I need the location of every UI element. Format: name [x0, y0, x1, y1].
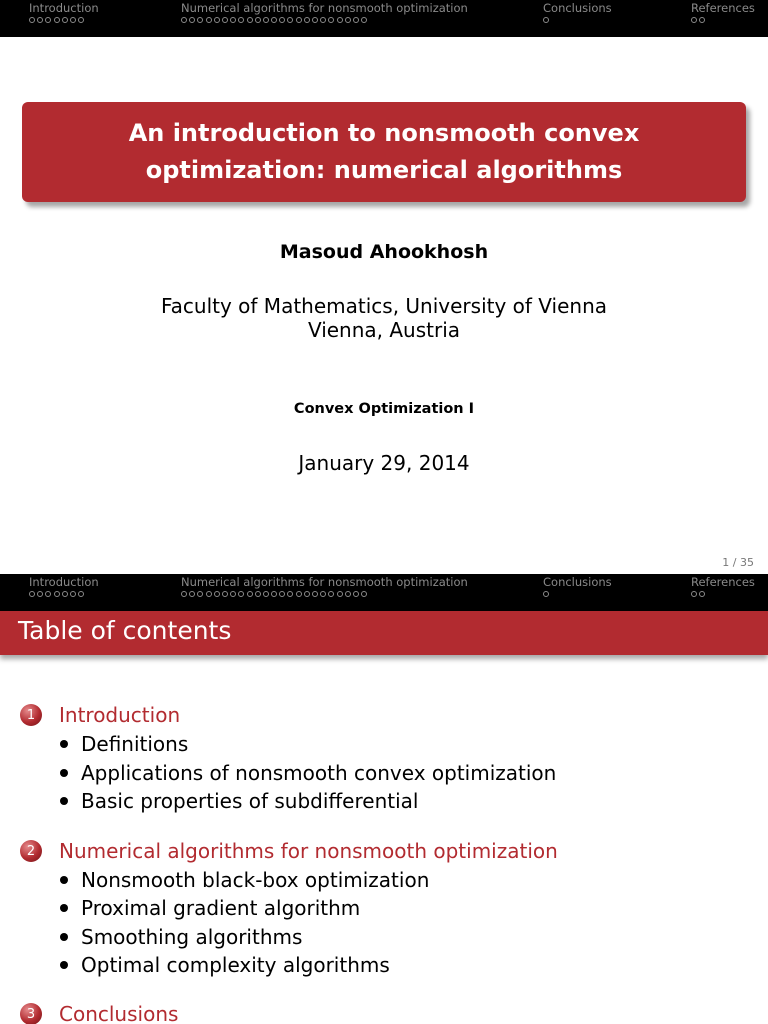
nav-dot-icon[interactable]: [312, 591, 318, 597]
nav-dot-icon[interactable]: [37, 17, 43, 23]
nav-dot-icon[interactable]: [353, 17, 359, 23]
toc-item-label[interactable]: Definitions: [81, 732, 189, 756]
page-number: 1 / 35: [722, 556, 754, 569]
nav-dot-icon[interactable]: [271, 17, 277, 23]
nav-section-conclusions[interactable]: [543, 574, 612, 597]
nav-dot-icon[interactable]: [699, 17, 705, 23]
toc-section-title[interactable]: Conclusions: [59, 1002, 179, 1024]
nav-dot-icon[interactable]: [691, 591, 697, 597]
nav-dot-icon[interactable]: [304, 591, 310, 597]
nav-dot-icon[interactable]: [70, 17, 76, 23]
nav-dot-icon[interactable]: [296, 17, 302, 23]
toc-item[interactable]: [60, 789, 418, 813]
frame-title-bar: [0, 611, 768, 655]
nav-dot-icon[interactable]: [37, 591, 43, 597]
nav-dot-icon[interactable]: [296, 591, 302, 597]
nav-dots: [181, 591, 468, 597]
nav-dot-icon[interactable]: [54, 17, 60, 23]
toc-item-label[interactable]: Applications of nonsmooth convex optimization: [81, 761, 557, 785]
nav-dot-icon[interactable]: [214, 17, 220, 23]
nav-dot-icon[interactable]: [287, 591, 293, 597]
nav-dot-icon[interactable]: [247, 17, 253, 23]
bullet-icon: [60, 769, 68, 777]
toc-item-label[interactable]: Nonsmooth black-box optimization: [81, 868, 430, 892]
event-name: Convex Optimization I: [293, 401, 475, 417]
nav-dot-icon[interactable]: [247, 591, 253, 597]
frame-title: Table of contents: [18, 616, 232, 645]
bullet-icon: [60, 904, 68, 912]
nav-dot-icon[interactable]: [181, 591, 187, 597]
nav-dot-icon[interactable]: [543, 591, 549, 597]
toc-item[interactable]: [60, 868, 429, 892]
nav-dot-icon[interactable]: [54, 591, 60, 597]
nav-dot-icon[interactable]: [320, 17, 326, 23]
nav-dot-icon[interactable]: [279, 591, 285, 597]
nav-dot-icon[interactable]: [691, 17, 697, 23]
toc-item[interactable]: [60, 896, 360, 920]
presentation-title: An introduction to nonsmooth convex optimization: numerical algorithms: [128, 119, 640, 184]
nav-dots: [543, 591, 612, 597]
toc-section-title[interactable]: Numerical algorithms for nonsmooth optimization: [59, 839, 558, 863]
nav-dot-icon[interactable]: [337, 17, 343, 23]
navigation-bar: [0, 574, 768, 611]
nav-section-references[interactable]: [691, 574, 755, 597]
nav-dot-icon[interactable]: [263, 591, 269, 597]
toc-section-title[interactable]: Introduction: [59, 703, 181, 727]
toc-item-label[interactable]: Proximal gradient algorithm: [81, 896, 361, 920]
nav-dot-icon[interactable]: [304, 17, 310, 23]
nav-dot-icon[interactable]: [279, 17, 285, 23]
nav-dot-icon[interactable]: [230, 591, 236, 597]
nav-section-introduction[interactable]: [29, 0, 99, 23]
nav-section-numerical-algorithms[interactable]: [181, 0, 468, 23]
nav-dot-icon[interactable]: [328, 17, 334, 23]
nav-dot-icon[interactable]: [62, 17, 68, 23]
nav-dot-icon[interactable]: [206, 17, 212, 23]
nav-dot-icon[interactable]: [197, 591, 203, 597]
nav-dot-icon[interactable]: [78, 17, 84, 23]
nav-section-label[interactable]: Introduction: [29, 1, 99, 15]
nav-section-label[interactable]: Conclusions: [543, 575, 612, 589]
nav-section-conclusions[interactable]: [543, 0, 612, 23]
nav-dot-icon[interactable]: [70, 591, 76, 597]
nav-dots: [691, 591, 755, 597]
nav-dot-icon[interactable]: [29, 591, 35, 597]
nav-dot-icon[interactable]: [222, 591, 228, 597]
author-name: Masoud Ahookhosh: [279, 241, 489, 263]
nav-section-label[interactable]: Conclusions: [543, 1, 612, 15]
nav-dot-icon[interactable]: [29, 17, 35, 23]
nav-dot-icon[interactable]: [345, 591, 351, 597]
nav-dot-icon[interactable]: [255, 591, 261, 597]
nav-dot-icon[interactable]: [312, 17, 318, 23]
bullet-icon: [60, 961, 68, 969]
nav-dots: [29, 591, 99, 597]
nav-dot-icon[interactable]: [699, 591, 705, 597]
bullet-icon: [60, 740, 68, 748]
section-number-ball: 3: [20, 1003, 42, 1024]
nav-dot-icon[interactable]: [62, 591, 68, 597]
nav-dot-icon[interactable]: [238, 591, 244, 597]
toc-item-label[interactable]: Basic properties of subdifferential: [81, 789, 419, 813]
nav-dot-icon[interactable]: [271, 591, 277, 597]
nav-dot-icon[interactable]: [238, 17, 244, 23]
toc-section-2[interactable]: [20, 839, 558, 863]
nav-dot-icon[interactable]: [78, 591, 84, 597]
nav-section-references[interactable]: [691, 0, 755, 23]
toc-item-label[interactable]: Smoothing algorithms: [81, 925, 303, 949]
nav-dot-icon[interactable]: [263, 17, 269, 23]
nav-dot-icon[interactable]: [255, 17, 261, 23]
slide-table-of-contents: [0, 574, 768, 1024]
toc-item[interactable]: [60, 953, 390, 977]
bullet-icon: [60, 797, 68, 805]
nav-dot-icon[interactable]: [189, 17, 195, 23]
toc-item-label[interactable]: Optimal complexity algorithms: [81, 953, 390, 977]
nav-dots: [181, 17, 468, 23]
presentation-date: January 29, 2014: [298, 451, 470, 475]
institute-line-2: Vienna, Austria: [307, 318, 461, 342]
nav-section-label[interactable]: References: [691, 575, 755, 589]
nav-dot-icon[interactable]: [197, 17, 203, 23]
nav-dot-icon[interactable]: [543, 17, 549, 23]
nav-dot-icon[interactable]: [287, 17, 293, 23]
nav-dot-icon[interactable]: [206, 591, 212, 597]
nav-section-numerical-algorithms[interactable]: [181, 574, 468, 597]
nav-dots: [543, 17, 612, 23]
nav-dot-icon[interactable]: [214, 591, 220, 597]
nav-dot-icon[interactable]: [230, 17, 236, 23]
section-number-ball: 1: [20, 704, 42, 726]
nav-dot-icon[interactable]: [181, 17, 187, 23]
bullet-icon: [60, 876, 68, 884]
nav-dot-icon[interactable]: [337, 591, 343, 597]
toc-section-3[interactable]: [20, 1002, 178, 1024]
bullet-icon: [60, 933, 68, 941]
section-number-ball: 2: [20, 840, 42, 862]
nav-dot-icon[interactable]: [189, 591, 195, 597]
title-box: [22, 102, 746, 202]
navigation-bar: [0, 0, 768, 37]
nav-dot-icon[interactable]: [328, 591, 334, 597]
nav-dot-icon[interactable]: [345, 17, 351, 23]
nav-dots: [691, 17, 755, 23]
toc-section-1[interactable]: [20, 703, 180, 727]
nav-section-introduction[interactable]: [29, 574, 99, 597]
institute-line-1: Faculty of Mathematics, University of Vienna: [160, 294, 607, 318]
nav-section-label[interactable]: Introduction: [29, 575, 99, 589]
nav-dot-icon[interactable]: [45, 17, 51, 23]
toc-item[interactable]: [60, 732, 188, 756]
toc-item[interactable]: [60, 761, 556, 785]
nav-dot-icon[interactable]: [222, 17, 228, 23]
nav-dots: [29, 17, 99, 23]
nav-dot-icon[interactable]: [361, 591, 367, 597]
nav-section-label[interactable]: References: [691, 1, 755, 15]
nav-dot-icon[interactable]: [45, 591, 51, 597]
nav-section-label[interactable]: Numerical algorithms for nonsmooth optimization: [181, 575, 468, 589]
nav-section-label[interactable]: Numerical algorithms for nonsmooth optimization: [181, 1, 468, 15]
toc-item[interactable]: [60, 925, 302, 949]
nav-dot-icon[interactable]: [361, 17, 367, 23]
nav-dot-icon[interactable]: [320, 591, 326, 597]
nav-dot-icon[interactable]: [353, 591, 359, 597]
